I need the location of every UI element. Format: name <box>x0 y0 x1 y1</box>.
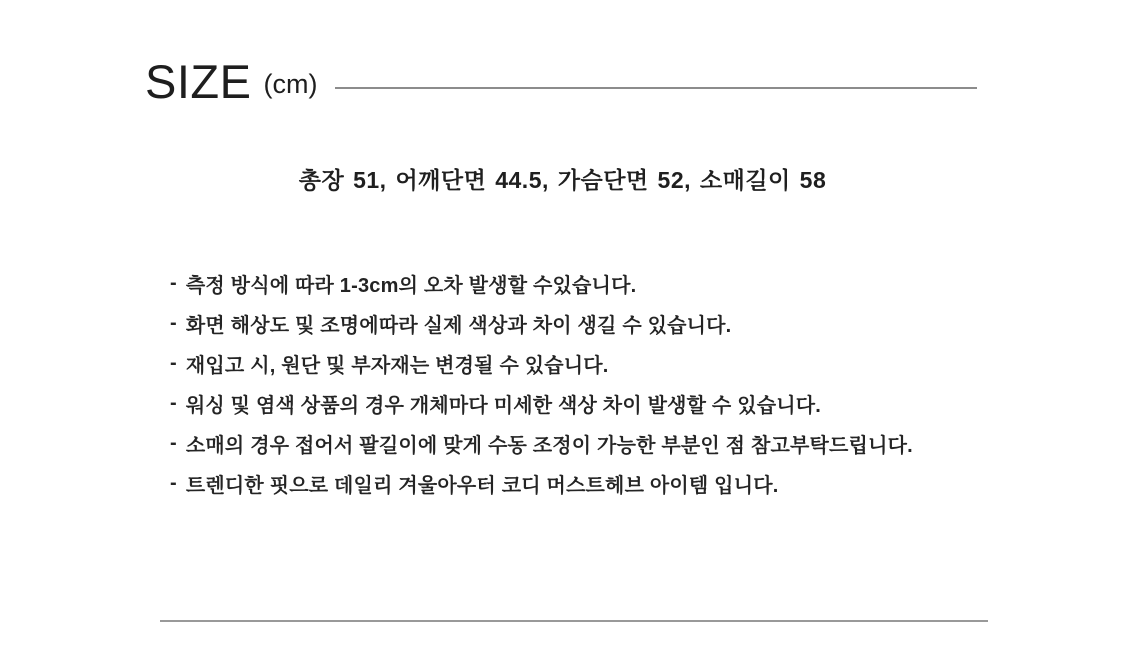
note-dash: - <box>170 471 177 494</box>
size-header <box>145 56 977 106</box>
notes-list <box>170 263 1085 503</box>
note-item <box>170 303 1085 343</box>
size-unit-label: (cm) <box>263 68 318 99</box>
note-dash: - <box>170 391 177 414</box>
note-dash: - <box>170 311 177 334</box>
note-dash: - <box>170 431 177 454</box>
note-dash: - <box>170 351 177 374</box>
note-text: 소매의 경우 접어서 팔길이에 맞게 수동 조정이 가능한 부분인 점 참고부탁드립니다. <box>185 434 913 457</box>
note-text: 워싱 및 염색 상품의 경우 개체마다 미세한 색상 차이 발생할 수 있습니다. <box>185 394 822 417</box>
note-text: 재입고 시, 원단 및 부자재는 변경될 수 있습니다. <box>185 354 609 377</box>
note-text: 화면 해상도 및 조명에따라 실제 색상과 차이 생길 수 있습니다. <box>185 314 732 337</box>
note-dash: - <box>170 271 177 294</box>
note-text: 트렌디한 핏으로 데일리 겨울아우터 코디 머스트헤브 아이템 입니다. <box>185 474 779 497</box>
size-title: SIZE <box>145 54 252 108</box>
note-item <box>170 343 1085 383</box>
bottom-divider-line <box>160 620 988 622</box>
note-item <box>170 423 1085 463</box>
measurements-text: 총장 51, 어깨단면 44.5, 가슴단면 52, 소매길이 58 <box>298 167 827 193</box>
note-item <box>170 263 1085 303</box>
note-item <box>170 383 1085 423</box>
note-item <box>170 463 1085 503</box>
note-text: 측정 방식에 따라 1-3cm의 오차 발생할 수있습니다. <box>185 274 637 297</box>
header-divider-line <box>335 87 977 89</box>
